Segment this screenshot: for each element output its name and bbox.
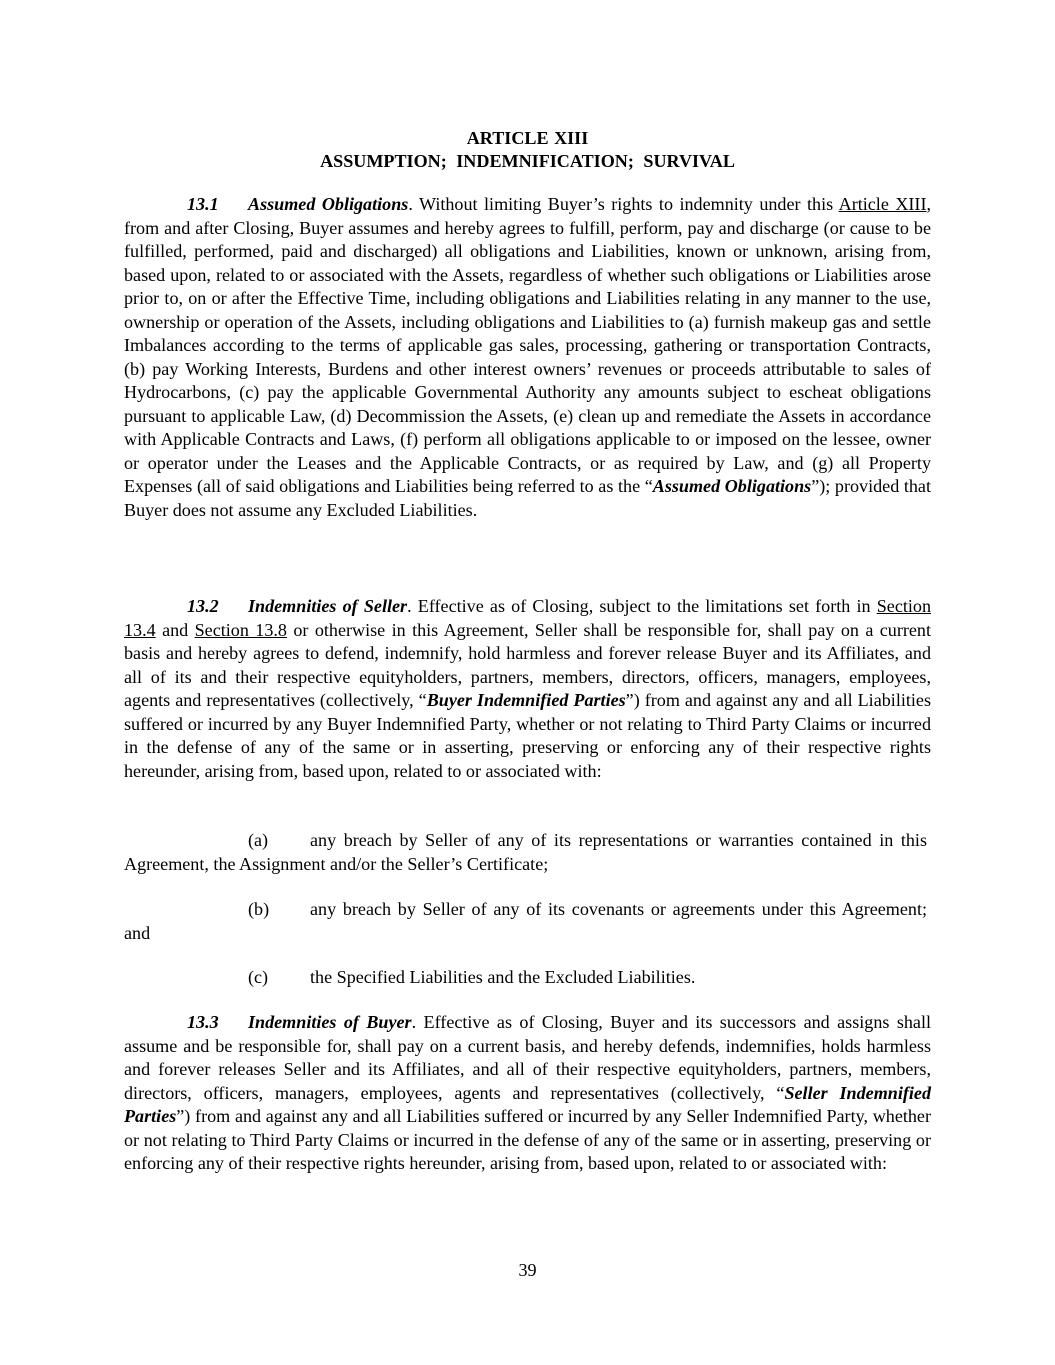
- defined-term: Assumed Obligations: [652, 476, 812, 496]
- subsection-label: (b): [248, 899, 270, 919]
- section-title: Indemnities of Seller: [248, 596, 408, 616]
- section-text: , from and after Closing, Buyer assumes and hereby agrees to fulfill, perform, pay and discharge (or cause to be fulfilled, performed, paid and discharged) all obligations and Liabilities, known or unknown, arising from, based upon, related to or associated with the Assets, regardless of whether such obligations or Liabilities arose prior to, on or after the Effective Time, including obligations and Liabilities relating in any manner to the use, ownership or operation of the Assets, including obligations and Liabilities to (a) furnish makeup gas and settle Imbalances according to the terms of applicable gas sales, processing, gathering or transportation Contracts, (b) pay Working Interests, Burdens and other interest owners’ revenues or proceeds attributable to sales of Hydrocarbons, (c) pay the applicable Governmental Authority any amounts subject to escheat obligations pursuant to applicable Law, (d) Decommission the Assets, (e) clean up and remediate the Assets in accordance with Applicable Contracts and Laws, (f) perform all obligations applicable to or imposed on the lessee, owner or operator under the Leases and the Applicable Contracts, or as required by Law, and (g) all Property Expenses (all of said obligations and Liabilities being referred to as the “: [124, 194, 932, 496]
- subsection-text: the Specified Liabilities and the Excluded Liabilities.: [310, 967, 696, 987]
- section-text: and: [155, 619, 195, 640]
- subsection-item: [124, 898, 927, 945]
- section-13-3-paragraph: [124, 1011, 931, 1176]
- section-text: . Effective as of Closing, subject to the limitations set forth in: [407, 596, 877, 616]
- section-text: ”); provided that Buyer does not assume any Excluded Liabilities.: [124, 476, 931, 520]
- section-text: ”) from and against any and all Liabilities suffered or incurred by any Buyer Indemnified Party, whether or not relating to Third Party Claims or incurred in the defense of any of the same or in asserting, preserving or enforcing any of their respective rights hereunder, arising from, based upon, related to or associated with:: [124, 690, 931, 781]
- cross-reference: Article XIII: [838, 194, 927, 214]
- section-number: 13.3: [187, 1012, 219, 1032]
- subsection-item: [124, 829, 927, 876]
- section-text: ”) from and against any and all Liabilities suffered or incurred by any Seller Indemnified Party, whether or not relating to Third Party Claims or incurred in the defense of any of the same or in asserting, preserving or enforcing any of their respective rights hereunder, arising from, based upon, related to or associated with:: [124, 1106, 931, 1173]
- cross-reference: Section 13.8: [194, 619, 287, 640]
- section-text: or otherwise in this Agreement, Seller shall be responsible for, shall pay on a current basis and hereby agrees to defend, indemnify, hold harmless and forever release Buyer and its Affiliates, and all of its and their respective equityholders, partners, members, directors, officers, managers, employees, agents and representatives (collectively, “: [124, 619, 931, 710]
- page-number: 39: [518, 1260, 537, 1280]
- article-title-heading: ASSUMPTION; INDEMNIFICATION; SURVIVAL: [320, 151, 735, 171]
- section-title: Assumed Obligations: [248, 194, 409, 214]
- subsection-label: (c): [248, 967, 269, 987]
- section-number: 13.2: [187, 596, 219, 616]
- defined-term: Buyer Indemnified Parties: [426, 690, 626, 710]
- subsection-label: (a): [248, 830, 269, 850]
- section-title: Indemnities of Buyer: [248, 1012, 412, 1032]
- cross-reference: Section 13.4: [124, 596, 931, 640]
- section-13-2-paragraph: [124, 595, 931, 783]
- section-text: . Effective as of Closing, Buyer and its successors and assigns shall assume and be responsible for, shall pay on a current basis, and hereby defends, indemnifies, holds harmless and forever releases Seller and its Affiliates, and all of their respective equityholders, partners, members, directors, officers, managers, employees, agents and representatives (collectively, “: [124, 1012, 931, 1103]
- subsection-text: any breach by Seller of any of its covenants or agreements under this Agreement; and: [124, 899, 927, 943]
- subsection-item: [124, 966, 927, 990]
- section-text: . Without limiting Buyer’s rights to indemnity under this: [408, 194, 839, 214]
- defined-term: Seller Indemnified Parties: [124, 1082, 931, 1126]
- article-number-heading: ARTICLE XIII: [466, 128, 589, 148]
- section-number: 13.1: [187, 194, 219, 214]
- section-13-1-paragraph: [124, 193, 931, 522]
- subsection-text: any breach by Seller of any of its representations or warranties contained in this Agreement, the Assignment and/or the Seller’s Certificate;: [124, 830, 927, 874]
